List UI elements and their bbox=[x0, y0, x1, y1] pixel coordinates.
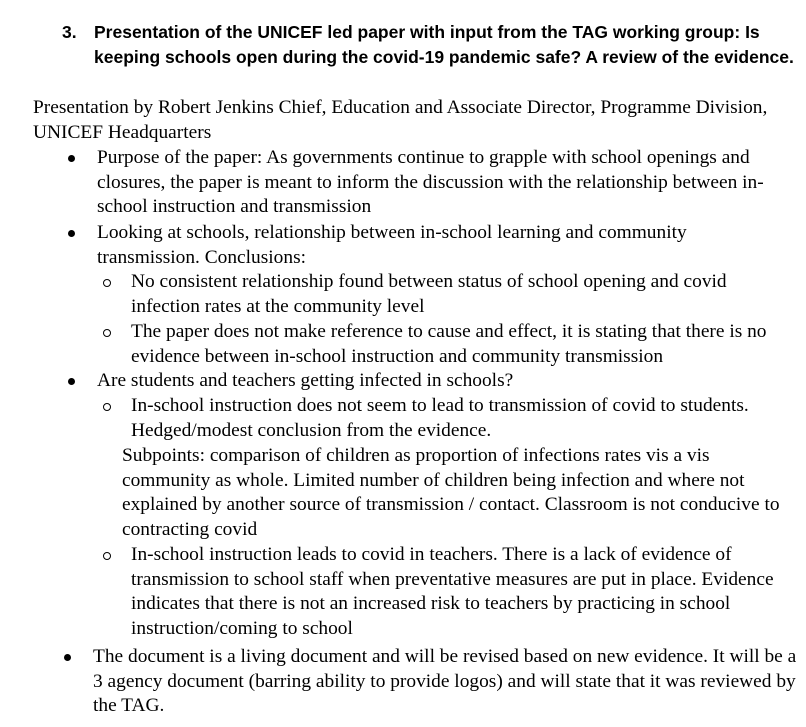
sub-bullet-text: No consistent relationship found between status of school opening and covid infection rates at the community level bbox=[131, 271, 727, 317]
presenter-line: Presentation by Robert Jenkins Chief, Education and Associate Director, Programme Division, UNICEF Headquarters bbox=[33, 97, 768, 143]
section-title: Presentation of the UNICEF led paper with input from the TAG working group: Is keeping schools open during the covid-19 pandemic safe? A review of the evidence. bbox=[94, 22, 794, 67]
bullet-dot bbox=[64, 369, 78, 385]
bullet-item bbox=[60, 645, 802, 719]
section-heading bbox=[62, 20, 802, 70]
sub-bullet-text: The paper does not make reference to cause and effect, it is stating that there is no evidence between in-school instruction and community transmission bbox=[131, 321, 767, 367]
sub-bullet-item bbox=[100, 270, 802, 319]
sub-bullet-text: In-school instruction does not seem to lead to transmission of covid to students. Hedged/modest conclusion from the evidence. bbox=[131, 395, 749, 441]
bullet-dot bbox=[64, 146, 78, 162]
sub-bullet-item bbox=[100, 320, 802, 369]
bullet-text: Are students and teachers getting infected in schools? bbox=[97, 370, 514, 391]
section-number: 3. bbox=[62, 22, 77, 42]
sub-bullet-circle bbox=[100, 320, 114, 337]
subpoints-paragraph: Subpoints: comparison of children as proportion of infections rates vis a vis community as whole. Limited number of children being infection and where not explained by another source of transmission / contact. Classroom is not conducive to contracting covid bbox=[122, 445, 780, 540]
bullet-text: Purpose of the paper: As governments continue to grapple with school openings and closures, the paper is meant to inform the discussion with the relationship between in-school instruction and transmission bbox=[97, 147, 764, 218]
bullet-item bbox=[64, 221, 802, 270]
sub-bullet-circle bbox=[100, 394, 114, 411]
bullet-text: Looking at schools, relationship between in-school learning and community transmission. Conclusions: bbox=[97, 222, 687, 268]
bullet-dot bbox=[60, 645, 74, 661]
sub-bullet-circle bbox=[100, 543, 114, 560]
bullet-item bbox=[64, 369, 802, 394]
sub-bullet-circle bbox=[100, 270, 114, 287]
sub-bullet-item bbox=[100, 543, 802, 641]
bullet-item bbox=[64, 146, 802, 220]
sub-bullet-item bbox=[100, 394, 802, 443]
sub-bullet-text: In-school instruction leads to covid in teachers. There is a lack of evidence of transmission to school staff when preventative measures are put in place. Evidence indicates that there is not an increased risk to teachers by practicing in school instruction/coming to school bbox=[131, 544, 774, 639]
bullet-dot bbox=[64, 221, 78, 237]
bullet-text: The document is a living document and will be revised based on new evidence. It will be a 3 agency document (barring ability to provide logos) and will state that it was reviewed by the TAG. bbox=[93, 646, 797, 717]
